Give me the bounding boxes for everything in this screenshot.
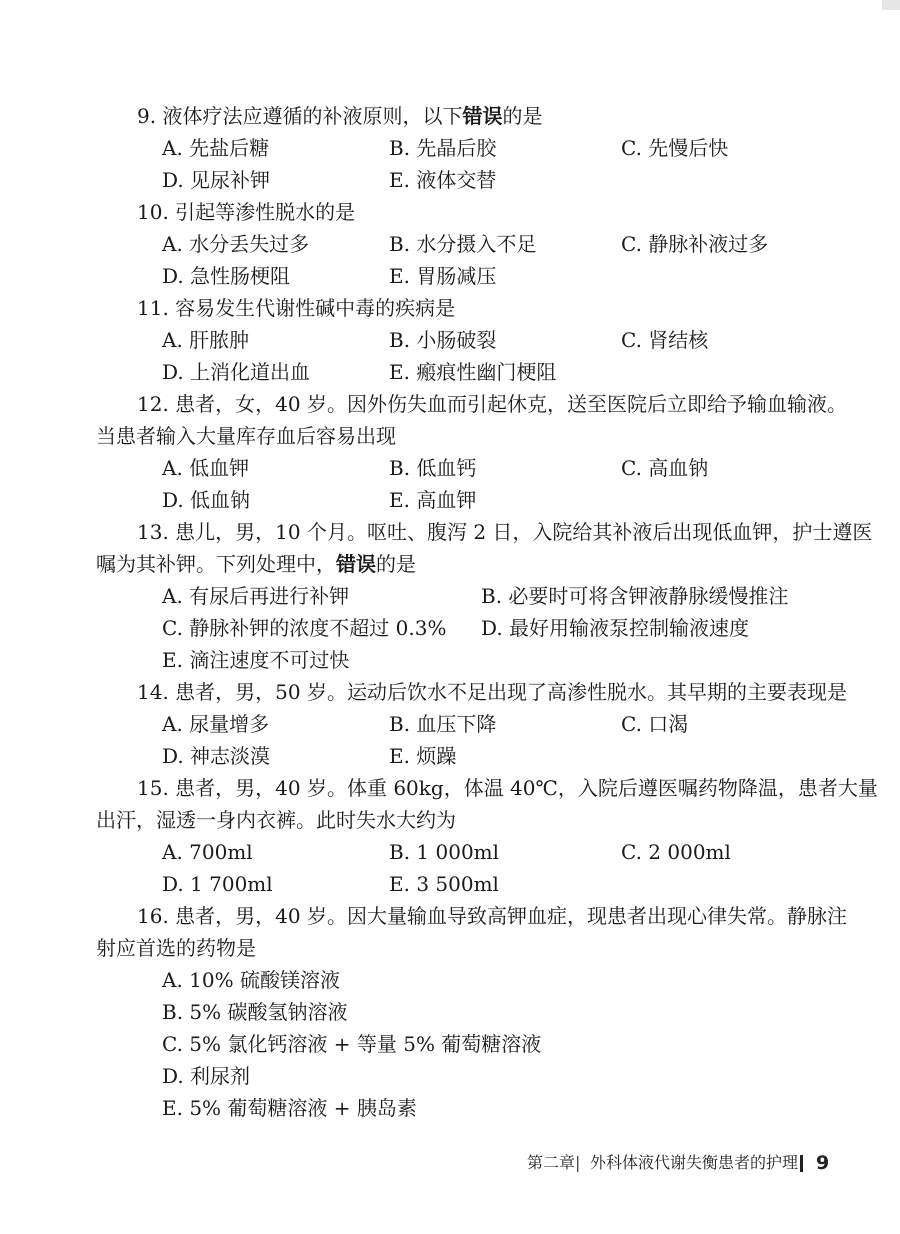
question-16-option-b[interactable]: B. 5% 碳酸氢钠溶液 <box>162 1000 348 1024</box>
question-15-option-d[interactable]: D. 1 700ml <box>162 872 273 896</box>
question-11 <box>0 292 900 388</box>
question-16 <box>0 900 900 1124</box>
question-13-option-c[interactable]: C. 静脉补钾的浓度不超过 0.3% <box>162 616 447 640</box>
question-12-option-b[interactable]: B. 低血钙 <box>389 456 477 480</box>
question-16-option-a[interactable]: A. 10% 硫酸镁溶液 <box>162 968 340 992</box>
question-12-stem-line-2: 当患者输入大量库存血后容易出现 <box>96 424 396 448</box>
question-13-option-d[interactable]: D. 最好用输液泵控制输液速度 <box>481 616 750 640</box>
question-11-option-b[interactable]: B. 小肠破裂 <box>389 328 497 352</box>
question-13-option-a[interactable]: A. 有尿后再进行补钾 <box>162 584 350 608</box>
question-13-options-row-2 <box>0 612 900 644</box>
question-15 <box>0 772 900 900</box>
question-10 <box>0 196 900 292</box>
question-15-option-a[interactable]: A. 700ml <box>162 840 253 864</box>
question-13-stem-line-1: 13. 患儿，男，10 个月。呕吐、腹泻 2 日，入院给其补液后出现低血钾，护士遵医 <box>137 520 873 544</box>
question-14-option-e[interactable]: E. 烦躁 <box>389 744 457 768</box>
question-9-stem-text: 9. 液体疗法应遵循的补液原则，以下 <box>137 104 463 128</box>
footer-divider-bar <box>800 1155 803 1172</box>
page-corner-mark <box>882 0 900 10</box>
question-16-options-row-5 <box>0 1092 900 1124</box>
question-16-options-row-4 <box>0 1060 900 1092</box>
question-11-option-c[interactable]: C. 肾结核 <box>621 328 709 352</box>
question-9-stem-end: 的是 <box>502 104 543 128</box>
question-9-option-c[interactable]: C. 先慢后快 <box>621 136 729 160</box>
question-9-stem-emphasis: 错误 <box>462 104 503 128</box>
question-14-options-row-2 <box>0 740 900 772</box>
question-12-option-e[interactable]: E. 高血钾 <box>389 488 477 512</box>
question-13-stem-end: 的是 <box>376 552 416 576</box>
question-13-option-b[interactable]: B. 必要时可将含钾液静脉缓慢推注 <box>481 584 789 608</box>
question-10-option-b[interactable]: B. 水分摄入不足 <box>389 232 537 256</box>
question-10-option-d[interactable]: D. 急性肠梗阻 <box>162 264 291 288</box>
question-12-options-row-2 <box>0 484 900 516</box>
question-9-option-b[interactable]: B. 先晶后胶 <box>389 136 497 160</box>
question-15-stem-line-2: 出汗，湿透一身内衣裤。此时失水大约为 <box>96 808 456 832</box>
question-12-option-a[interactable]: A. 低血钾 <box>162 456 250 480</box>
question-15-options-row-1 <box>0 836 900 868</box>
question-13-stem-emphasis: 错误 <box>336 552 376 576</box>
question-15-option-e[interactable]: E. 3 500ml <box>389 872 499 896</box>
question-11-options-row-1 <box>0 324 900 356</box>
footer-chapter: 第二章 <box>527 1153 576 1172</box>
question-9-options-row-1 <box>0 132 900 164</box>
question-9-stem <box>0 100 900 132</box>
question-16-option-c[interactable]: C. 5% 氯化钙溶液 + 等量 5% 葡萄糖溶液 <box>162 1032 542 1056</box>
question-16-stem-line-2: 射应首选的药物是 <box>96 936 256 960</box>
footer-separator: | <box>575 1153 581 1172</box>
question-10-options-row-2 <box>0 260 900 292</box>
question-14-options-row-1 <box>0 708 900 740</box>
question-list <box>0 100 900 1124</box>
question-10-option-a[interactable]: A. 水分丢失过多 <box>162 232 310 256</box>
question-11-options-row-2 <box>0 356 900 388</box>
question-10-option-c[interactable]: C. 静脉补液过多 <box>621 232 769 256</box>
question-14-option-c[interactable]: C. 口渴 <box>621 712 689 736</box>
footer-chapter-title: 外科体液代谢失衡患者的护理 <box>590 1153 799 1172</box>
question-13-options-row-3 <box>0 644 900 676</box>
page-number: 9 <box>816 1152 830 1174</box>
question-9-option-a[interactable]: A. 先盐后糖 <box>162 136 270 160</box>
question-11-option-d[interactable]: D. 上消化道出血 <box>162 360 311 384</box>
question-14 <box>0 676 900 772</box>
question-12 <box>0 388 900 516</box>
question-14-option-a[interactable]: A. 尿量增多 <box>162 712 270 736</box>
question-14-option-d[interactable]: D. 神志淡漠 <box>162 744 271 768</box>
question-10-option-e[interactable]: E. 胃肠减压 <box>389 264 497 288</box>
question-12-stem-line-1: 12. 患者，女，40 岁。因外伤失血而引起休克，送至医院后立即给予输血输液。 <box>137 392 847 416</box>
question-12-options-row-1 <box>0 452 900 484</box>
question-16-option-e[interactable]: E. 5% 葡萄糖溶液 + 胰岛素 <box>162 1096 417 1120</box>
question-16-options-row-2 <box>0 996 900 1028</box>
question-16-option-d[interactable]: D. 利尿剂 <box>162 1064 251 1088</box>
question-16-stem-line-1: 16. 患者，男，40 岁。因大量输血导致高钾血症，现患者出现心律失常。静脉注 <box>137 904 847 928</box>
question-15-options-row-2 <box>0 868 900 900</box>
question-16-options-row-1 <box>0 964 900 996</box>
question-13-stem-line-2 <box>0 548 900 580</box>
question-13-options-row-1 <box>0 580 900 612</box>
question-11-option-a[interactable]: A. 肝脓肿 <box>162 328 250 352</box>
question-12-option-c[interactable]: C. 高血钠 <box>621 456 709 480</box>
question-14-option-b[interactable]: B. 血压下降 <box>389 712 497 736</box>
question-10-options-row-1 <box>0 228 900 260</box>
question-9-option-e[interactable]: E. 液体交替 <box>389 168 497 192</box>
question-15-stem-line-1: 15. 患者，男，40 岁。体重 60kg，体温 40℃，入院后遵医嘱药物降温，患者大量 <box>137 776 878 800</box>
question-11-stem: 11. 容易发生代谢性碱中毒的疾病是 <box>137 296 456 320</box>
question-9-options-row-2 <box>0 164 900 196</box>
question-13-option-e[interactable]: E. 滴注速度不可过快 <box>162 648 350 672</box>
question-11-option-e[interactable]: E. 瘢痕性幽门梗阻 <box>389 360 557 384</box>
question-13 <box>0 516 900 676</box>
question-10-stem: 10. 引起等渗性脱水的是 <box>137 200 356 224</box>
question-14-stem: 14. 患者，男，50 岁。运动后饮水不足出现了高渗性脱水。其早期的主要表现是 <box>137 680 847 704</box>
question-13-stem-text: 嘱为其补钾。下列处理中， <box>96 552 336 576</box>
question-12-option-d[interactable]: D. 低血钠 <box>162 488 251 512</box>
page-footer <box>0 1148 900 1178</box>
question-9-option-d[interactable]: D. 见尿补钾 <box>162 168 271 192</box>
question-15-option-b[interactable]: B. 1 000ml <box>389 840 500 864</box>
question-16-options-row-3 <box>0 1028 900 1060</box>
question-15-option-c[interactable]: C. 2 000ml <box>621 840 731 864</box>
question-9 <box>0 100 900 196</box>
